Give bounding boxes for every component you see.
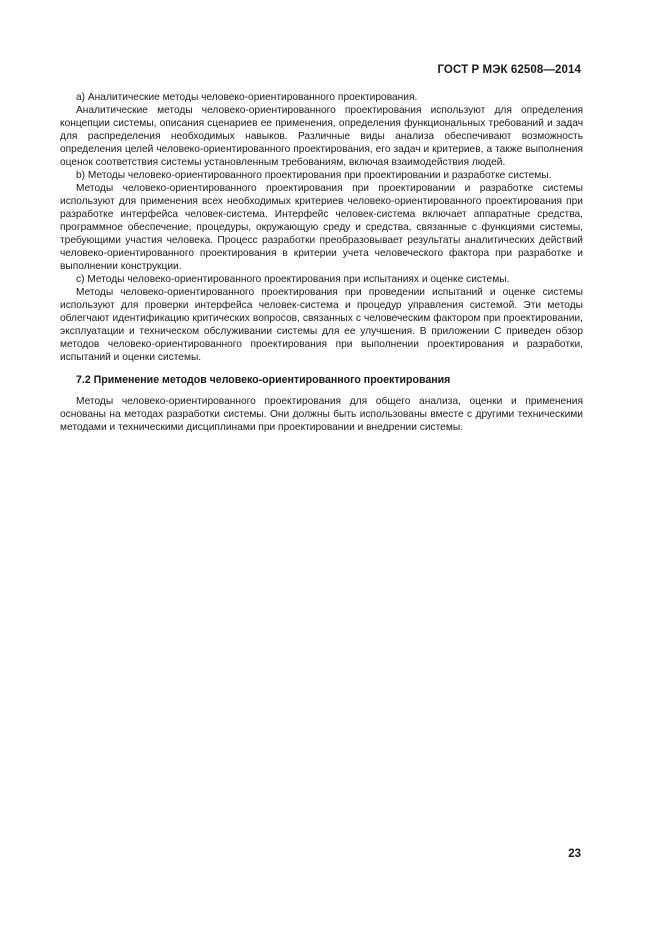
- paragraph: Аналитические методы человеко-ориентированного проектирования используют для определения концепции системы, описания сценариев ее применения, определения функциональных требований и задач для распределения необходимых навыков. Различные виды анализа обеспечивают возможность определения целей человеко-ориентированного проектирования, его задач и критериев, а также выполнения оценок соответствия системы установленным требованиям, включая взаимодействия людей.: [60, 105, 583, 168]
- paragraph: Методы человеко-ориентированного проектирования при проектировании и разработке системы используют для применения всех необходимых критериев человеко-ориентированного проектирования при разработке интерфейса человек-система. Интерфейс человек-система включает аппаратные средства, программное обеспечение, процедуры, окружающую среду и средства, связанные с функциями системы, требующими участия человека. Процесс разработки преобразовывает результаты аналитических действий человеко-ориентированного проектирования в критерии учета человеческого фактора при разработке и выполнении конструкции.: [60, 183, 583, 272]
- section-heading: 7.2 Применение методов человеко-ориентированного проектирования: [76, 374, 451, 386]
- list-item-c: c) Методы человеко-ориентированного проектирования при испытаниях и оценке системы.: [76, 274, 510, 285]
- document-code-header: ГОСТ Р МЭК 62508—2014: [437, 64, 581, 76]
- list-item-a: a) Аналитические методы человеко-ориентированного проектирования.: [76, 92, 418, 103]
- document-body: [60, 91, 583, 434]
- list-item-b: b) Методы человеко-ориентированного проектирования при проектировании и разработке системы.: [76, 170, 552, 181]
- paragraph: Методы человеко-ориентированного проектирования при проведении испытаний и оценке системы используют для проверки интерфейса человек-система и процедур управления системой. Эти методы облегчают идентификацию критических вопросов, связанных с человеческим фактором при проектировании, эксплуатации и техническом обслуживании системы для ее улучшения. В приложении С приведен обзор методов человеко-ориентированного проектирования при выполнении проектирования и разработки, испытаний и оценки системы.: [60, 287, 583, 363]
- paragraph: Методы человеко-ориентированного проектирования для общего анализа, оценки и применения основаны на методах разработки системы. Они должны быть использованы вместе с другими техническими методами и техническими дисциплинами при проектировании и внедрении системы.: [60, 396, 583, 433]
- page-number: 23: [568, 848, 581, 860]
